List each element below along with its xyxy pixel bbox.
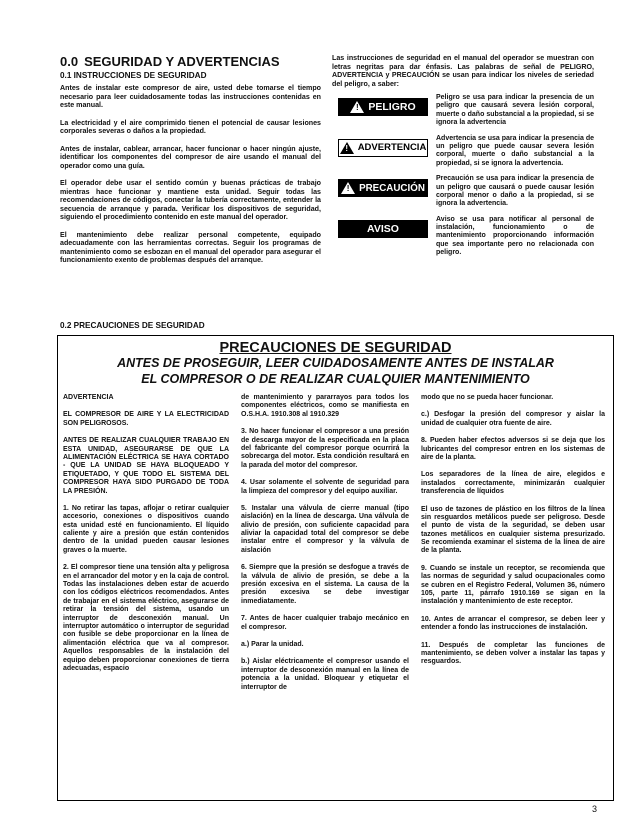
precautions-column-3 [415, 394, 611, 701]
precaution-item: 11. Después de completar las funciones de mantenimiento, se deben volver a instalar las tapas y resguardos. [421, 641, 605, 666]
signal-precaucion [332, 175, 594, 209]
signal-words-intro: Las instrucciones de seguridad en el manual del operador se muestran con letras negritas para dar énfasis. Las palabras de señal de PELIGRO, ADVERTENCIA y PRECAUCIÓN se usan para indicar los niveles de seriedad del peligro, a saber: [332, 54, 594, 88]
paragraph: Antes de instalar este compresor de aire, usted debe tomarse el tiempo necesario para leer cuidadosamente todas las instrucciones contenidas en este manual. [60, 84, 321, 109]
precaution-item: 4. Usar solamente el solvente de seguridad para la limpieza del compresor y del equipo auxiliar. [241, 479, 409, 495]
precaution-item: modo que no se pueda hacer funcionar. [421, 394, 554, 401]
subsection-title-precautions: 0.2 PRECAUCIONES DE SEGURIDAD [60, 321, 205, 330]
precaucion-label-box [338, 179, 428, 197]
precaucion-description: Precaución se usa para indicar la presencia de un peligro que causará o puede causar lesión corporal menor o daño a la propiedad, si se ignora la advertencia. [436, 175, 594, 208]
safety-precautions-box [57, 335, 614, 801]
signal-words-column [332, 54, 594, 265]
warning-triangle-icon: ! [340, 142, 354, 154]
signal-peligro [332, 94, 594, 128]
precaution-item: a.) Parar la unidad. [241, 640, 304, 648]
aviso-label: AVISO [367, 222, 399, 235]
precaution-item: Los separadores de la línea de aire, elegidos e instalados correctamente, minimizarán cualquier transferencia de líquidos [421, 471, 605, 496]
precaution-item: 2. El compresor tiene una tensión alta y peligrosa en el arrancador del motor y en la caja de control. Todas las instalaciones deben estar de acuerdo con los códigos eléctricos recomendados. Antes de trabajar en el sistema eléctrico, asegurarse de retirar la tensión del sistema, usando un interruptor de desconexión manual. Un interruptor automático o interruptor de seguridad con fusible se debe proporcionar en la línea de alimentación eléctrica que va al compresor. Aquellos responsables de la instalación del equipo deben proporcionar conexiones de tierra adecuadas, espacio [63, 564, 229, 672]
precautions-title: PRECAUCIONES DE SEGURIDAD [219, 340, 452, 356]
warning-triangle-icon: ! [341, 182, 355, 194]
precautions-column-2 [235, 394, 415, 701]
precaution-item: ADVERTENCIA [63, 394, 114, 401]
advertencia-label: ADVERTENCIA [357, 142, 427, 154]
precaution-item: 5. Instalar una válvula de cierre manual (tipo aislación) en la línea de descarga. Una válvula de alivio de presión, con suficiente capacidad para aliviar la capacidad total del compresor se debe instalar entre el compresor y la válvula de aislación [241, 504, 409, 554]
precaution-item: ANTES DE REALIZAR CUALQUIER TRABAJO EN ESTA UNIDAD, ASEGURARSE DE QUE LA ALIMENTACIÓN ELÉCTRICA SE HAYA CORTADO - QUE LA UNIDAD SE HAYA BLOQUEADO Y ETIQUETADO, Y QUE TODO EL SISTEMA DEL COMPRESOR HAYA SIDO PURGADO DE TODA LA PRESIÓN. [63, 437, 229, 495]
subsection-title-instructions: 0.1 INSTRUCCIONES DE SEGURIDAD [60, 71, 207, 80]
section-title-text: SEGURIDAD Y ADVERTENCIAS [84, 54, 280, 69]
precautions-warning-line-1: ANTES DE PROSEGUIR, LEER CUIDADOSAMENTE ANTES DE INSTALAR [117, 356, 554, 370]
section-number: 0.0 [60, 54, 79, 69]
paragraph: La electricidad y el aire comprimido tienen el potencial de causar lesiones corporales severas o daños a la propiedad. [60, 118, 321, 135]
precaucion-label: PRECAUCIÓN [359, 182, 425, 194]
precaution-item: 9. Cuando se instale un receptor, se recomienda que las normas de seguridad y salud ocupacionales como se cubren en el Registro Federal, Volumen 36, número 105, parte 11, párrafo 1910.169 se sigan en la instalación y mantenimiento de este receptor. [421, 564, 605, 606]
precaution-item: EL COMPRESOR DE AIRE Y LA ELECTRICIDAD SON PELIGROSOS. [63, 411, 229, 427]
precaution-item: 1. No retirar las tapas, aflojar o retirar cualquier accesorio, conexiones o dispositivos cuando esta unidad esté en funcionamiento. El líquido caliente y aire a presión que están contenidos dentro de la unidad pueden causar lesiones graves o la muerte. [63, 504, 229, 554]
advertencia-description: Advertencia se usa para indicar la presencia de un peligro que puede causar severa lesión corporal, muerte o daño substancial a la propiedad, si se ignora la advertencia. [436, 134, 594, 167]
precaution-item: El uso de tazones de plástico en los filtros de la línea sin resguardos metálicos puede ser peligroso. Desde el punto de vista de la seguridad, se deben usar tazones metálicos en cualquier sistema presurizado. Se recomienda examinar el sistema de la línea de aire de la planta. [421, 505, 605, 555]
precaution-item: 10. Antes de arrancar el compresor, se deben leer y entender a fondo las instrucciones de instalación. [421, 615, 605, 632]
aviso-label-box [338, 220, 428, 238]
peligro-label: PELIGRO [368, 101, 416, 113]
page-number: 3 [592, 804, 598, 814]
paragraph: El operador debe usar el sentido común y buenas prácticas de trabajo mientras hace funcionar y mantiene esta unidad. Seguir todas las recomendaciones de códigos, conectar la tubería correctamente, entender la secuencia de arranque y parada. Verificar los dispositivos de seguridad, siguiendo el procedimiento contenido en este manual del operador. [60, 179, 321, 221]
precautions-column-1 [58, 394, 235, 701]
peligro-description: Peligro se usa para indicar la presencia de un peligro que causará severa lesión corporal, muerte o daño substancial a la propiedad, si se ignora la advertencia [436, 94, 594, 127]
aviso-description: Aviso se usa para notificar al personal de instalación, funcionamiento o de mantenimiento proporcionando información que sea importante pero no relacionada con peligro. [436, 215, 594, 257]
precautions-warning-line-2: EL COMPRESOR O DE REALIZAR CUALQUIER MANTENIMIENTO [141, 371, 530, 386]
precaution-item: 3. No hacer funcionar el compresor a una presión de descarga mayor de la especificada en la placa del fabricante del compresor porque ocurrirá la sobrecarga del motor. Esta condición resultará en la parada del motor del compresor. [241, 428, 409, 469]
precaution-item: 8. Pueden haber efectos adversos si se deja que los lubricantes del compresor entren en los sistemas de aire de la planta. [421, 437, 605, 461]
signal-aviso [332, 216, 594, 258]
warning-triangle-icon: ! [350, 101, 364, 113]
paragraph: Antes de instalar, cablear, arrancar, hacer funcionar o hacer ningún ajuste, identificar los componentes del compresor de aire usando el manual del operador como una guía. [60, 144, 321, 170]
advertencia-label-box [338, 139, 428, 157]
precaution-item: b.) Aislar eléctricamente el compresor usando el interruptor de desconexión manual en la línea de potencia a la unidad. Bloquear y etiquetar el interruptor de [241, 658, 409, 691]
precaution-item: de mantenimiento y pararrayos para todos los componentes eléctricos, como se manifiesta en O.S.H.A. 1910.308 al 1910.329 [241, 394, 409, 418]
precaution-item: 6. Siempre que la presión se desfogue a través de la válvula de alivio de presión, se debe a la presión excesiva en el sistema. La causa de la presión excesiva se debe investigar inmediatamente. [241, 564, 409, 605]
precaution-item: 7. Antes de hacer cualquier trabajo mecánico en el compresor. [241, 615, 409, 631]
safety-instructions-column [60, 54, 321, 274]
section-title [60, 54, 321, 69]
signal-advertencia [332, 135, 594, 169]
peligro-label-box [338, 98, 428, 116]
paragraph: El mantenimiento debe realizar personal competente, equipado adecuadamente con las herramientas correctas. Seguir los programas de mantenimiento como se esbozan en el manual del operador para asegurar el funcionamiento exento de problemas después del arranque. [60, 230, 321, 264]
precaution-item: c.) Desfogar la presión del compresor y aislar la unidad de cualquier otra fuente de aire. [421, 411, 605, 427]
precautions-columns [58, 394, 613, 701]
